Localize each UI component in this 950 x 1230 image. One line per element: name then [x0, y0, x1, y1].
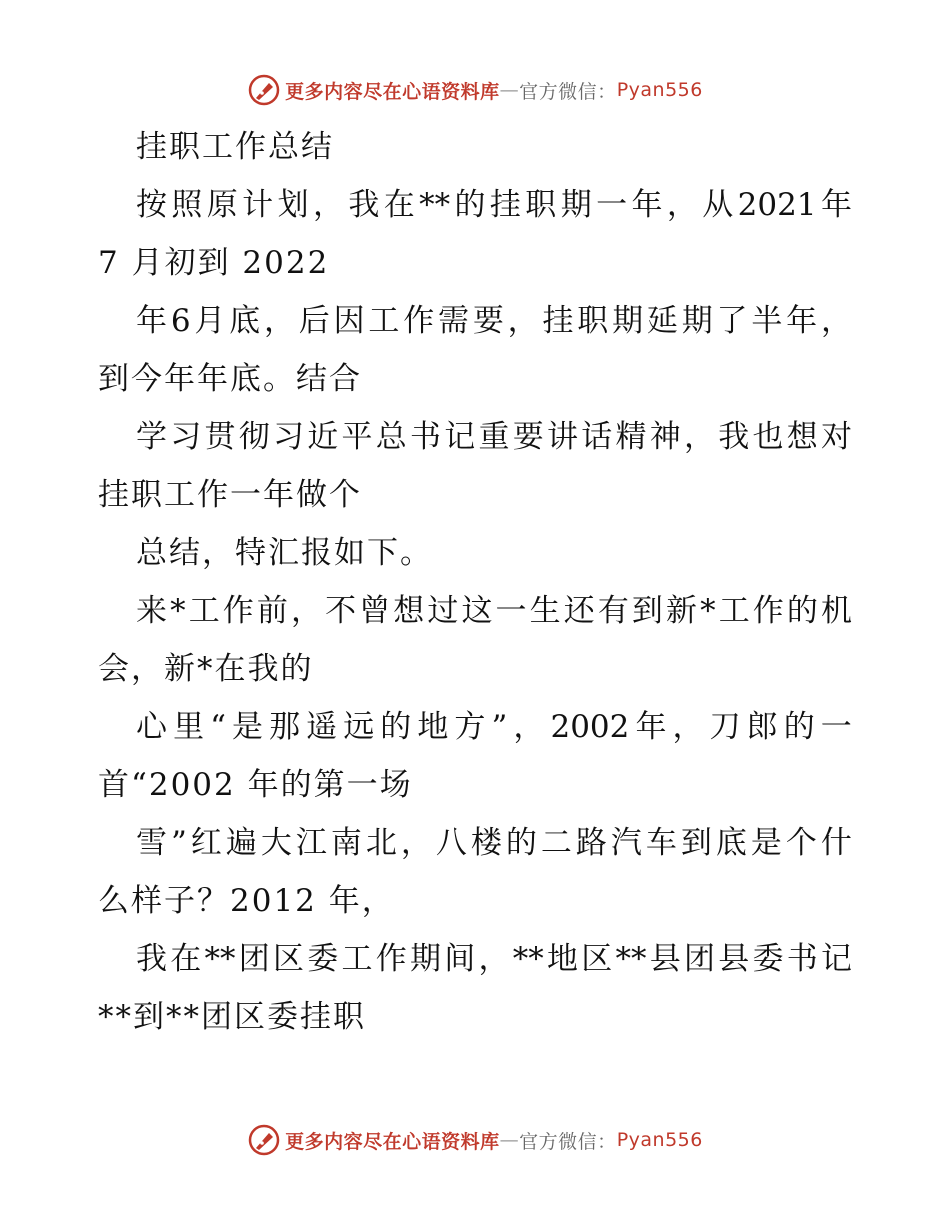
- text-line: 来 * 工 作 前 ， 不 曾 想 过 这 一 生 还 有 到 新 * 工 作 的 机: [136, 593, 852, 629]
- watermark-separator: —: [499, 1129, 520, 1151]
- text-line: 按 照 原 计 划 ， 我 在 ** 的 挂 职 期 一 年 ， 从 2021 年: [136, 187, 852, 223]
- text-line: 年 6 月 底 ， 后 因 工 作 需 要 ， 挂 职 期 延 期 了 半 年 ，: [136, 303, 852, 339]
- document-body: [98, 118, 852, 1046]
- text-line: 挂职工作一年做个: [98, 477, 362, 513]
- watermark-label: 官方微信：: [519, 80, 617, 103]
- watermark-site: 更多内容尽在心语资料库: [285, 1130, 500, 1153]
- text-line: 到今年年底。结合: [98, 361, 362, 397]
- document-title: 挂职工作总结: [136, 129, 334, 165]
- document-paragraphs: [98, 176, 852, 1046]
- text-line: **到**团区委挂职: [98, 999, 366, 1035]
- pen-nib-circle-icon: [247, 73, 281, 107]
- text-line: 心 里 “ 是 那 遥 远 的 地 方 ” ， 2002 年 ， 刀 郎 的 一: [136, 709, 852, 745]
- header-watermark: [0, 70, 950, 110]
- text-line: 首“2002 年的第一场: [98, 767, 413, 803]
- text-line: 学 习 贯 彻 习 近 平 总 书 记 重 要 讲 话 精 神 ， 我 也 想 对: [136, 419, 852, 455]
- text-line: 我 在 ** 团 区 委 工 作 期 间 ， ** 地 区 ** 县 团 县 委 书 记: [136, 941, 852, 977]
- text-line: 总结，特汇报如下。: [136, 535, 433, 571]
- text-line: 雪 ” 红 遍 大 江 南 北 ， 八 楼 的 二 路 汽 车 到 底 是 个 什: [136, 825, 852, 861]
- watermark-separator: —: [499, 79, 520, 101]
- watermark-wechat-id: Pyan556: [616, 79, 703, 101]
- text-line: 么样子？2012 年，: [98, 883, 395, 919]
- watermark-label: 官方微信：: [519, 1130, 617, 1153]
- watermark-wechat-id: Pyan556: [616, 1129, 703, 1151]
- footer-watermark: [0, 1120, 950, 1160]
- pen-nib-circle-icon: [247, 1123, 281, 1157]
- text-line: 7 月初到 2022: [98, 245, 330, 281]
- watermark-site: 更多内容尽在心语资料库: [285, 80, 500, 103]
- text-line: 会，新*在我的: [98, 651, 314, 687]
